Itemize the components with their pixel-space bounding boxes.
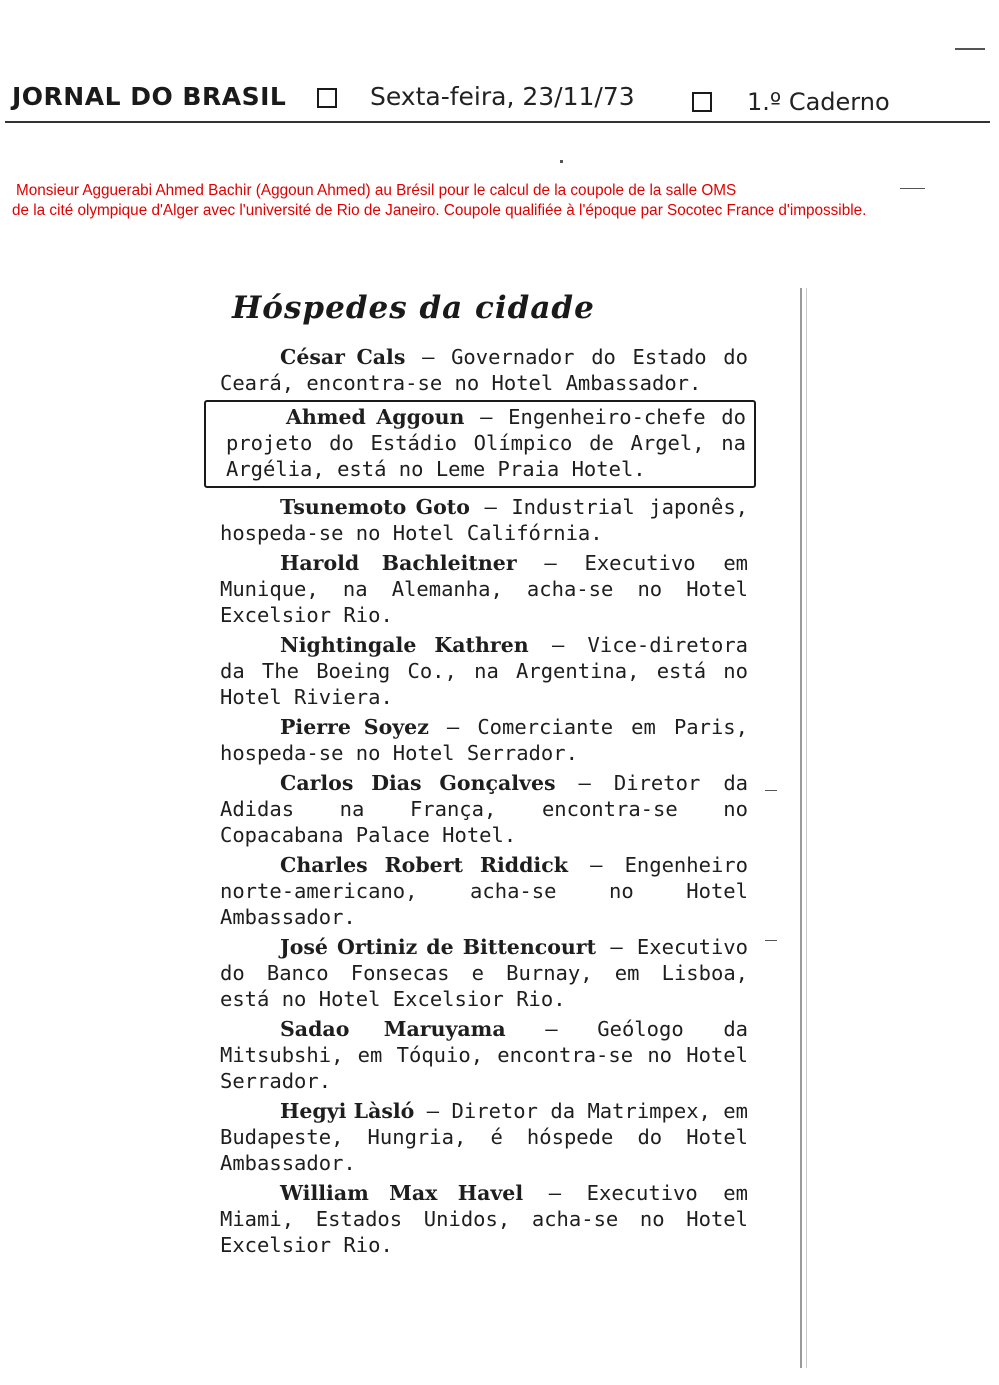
guest-entry xyxy=(198,494,758,546)
section-label: 1.º Caderno xyxy=(747,88,890,116)
guest-entry xyxy=(198,1180,758,1258)
guest-description: — Executivo do Banco Fonsecas e Burnay, em Lisboa, está no Hotel Excelsior Rio. xyxy=(220,935,748,1011)
guest-name: Carlos Dias Gonçalves xyxy=(280,771,556,795)
guest-description: — Diretor da Matrimpex, em Budapeste, Hungria, é hóspede do Hotel Ambassador. xyxy=(220,1099,748,1175)
guest-name: Charles Robert Riddick xyxy=(280,853,568,877)
column-rule xyxy=(800,288,802,1368)
guest-description: — Geólogo da Mitsubshi, em Tóquio, encontra-se no Hotel Serrador. xyxy=(220,1017,748,1093)
guest-entry xyxy=(198,550,758,628)
guest-entry xyxy=(198,714,758,766)
guest-name: Harold Bachleitner xyxy=(280,551,517,575)
guest-entry xyxy=(198,770,758,848)
article-headline: Hóspedes da cidade xyxy=(232,290,595,326)
checkbox-square-icon xyxy=(317,88,337,108)
column-rule-shadow xyxy=(806,288,807,1368)
annotation-line-1: Monsieur Agguerabi Ahmed Bachir (Aggoun Ahmed) au Brésil pour le calcul de la coupole de la salle OMS xyxy=(16,182,737,199)
guest-entry xyxy=(198,1016,758,1094)
guest-description: — Executivo em Munique, na Alemanha, acha-se no Hotel Excelsior Rio. xyxy=(220,551,749,627)
guest-description: — Vice-diretora da The Boeing Co., na Argentina, está no Hotel Riviera. xyxy=(220,633,748,709)
scan-speck xyxy=(955,48,985,50)
guest-entry xyxy=(198,344,758,396)
guest-entry xyxy=(198,934,758,1012)
guest-description: — Executivo em Miami, Estados Unidos, acha-se no Hotel Excelsior Rio. xyxy=(220,1181,748,1257)
guest-entry xyxy=(198,852,758,930)
guest-name: Sadao Maruyama xyxy=(280,1017,506,1041)
newspaper-name: JORNAL DO BRASIL xyxy=(12,82,287,111)
issue-date: Sexta-feira, 23/11/73 xyxy=(370,82,635,111)
scan-speck xyxy=(560,160,563,163)
guest-description: — Engenheiro-chefe do projeto do Estádio Olímpico de Argel, na Argélia, está no Leme Praia Hotel. xyxy=(226,405,746,481)
guest-description: — Engenheiro norte-americano, acha-se no Hotel Ambassador. xyxy=(220,853,748,929)
guest-list xyxy=(198,344,758,1262)
scan-speck xyxy=(765,940,777,941)
guest-entry xyxy=(198,632,758,710)
guest-name: Ahmed Aggoun xyxy=(286,405,465,429)
newspaper-masthead xyxy=(12,80,992,122)
guest-description: — Governador do Estado do Ceará, encontra-se no Hotel Ambassador. xyxy=(220,345,748,395)
checkbox-square-icon xyxy=(692,92,712,112)
guest-name: José Ortiniz de Bittencourt xyxy=(280,935,597,959)
guest-name: César Cals xyxy=(280,345,406,369)
guest-description: — Industrial japonês, hospeda-se no Hotel Califórnia. xyxy=(220,495,748,545)
red-annotation xyxy=(12,181,987,221)
scan-speck xyxy=(765,790,777,791)
guest-name: William Max Havel xyxy=(280,1181,524,1205)
newspaper-clipping xyxy=(198,284,758,1344)
guest-name: Nightingale Kathren xyxy=(280,633,529,657)
guest-name: Hegyi Làsló xyxy=(280,1099,415,1123)
guest-description: — Diretor da Adidas na França, encontra-se no Copacabana Palace Hotel. xyxy=(220,771,748,847)
guest-description: — Comerciante em Paris, hospeda-se no Hotel Serrador. xyxy=(220,715,748,765)
guest-entry xyxy=(198,1098,758,1176)
scan-speck xyxy=(900,188,925,189)
guest-entry-highlighted xyxy=(204,400,756,488)
masthead-rule xyxy=(5,121,990,123)
guest-name: Tsunemoto Goto xyxy=(280,495,470,519)
annotation-line-2: de la cité olympique d'Alger avec l'université de Rio de Janeiro. Coupole qualifiée à l'époque par Socotec France d'impossible. xyxy=(12,202,867,219)
guest-name: Pierre Soyez xyxy=(280,715,429,739)
